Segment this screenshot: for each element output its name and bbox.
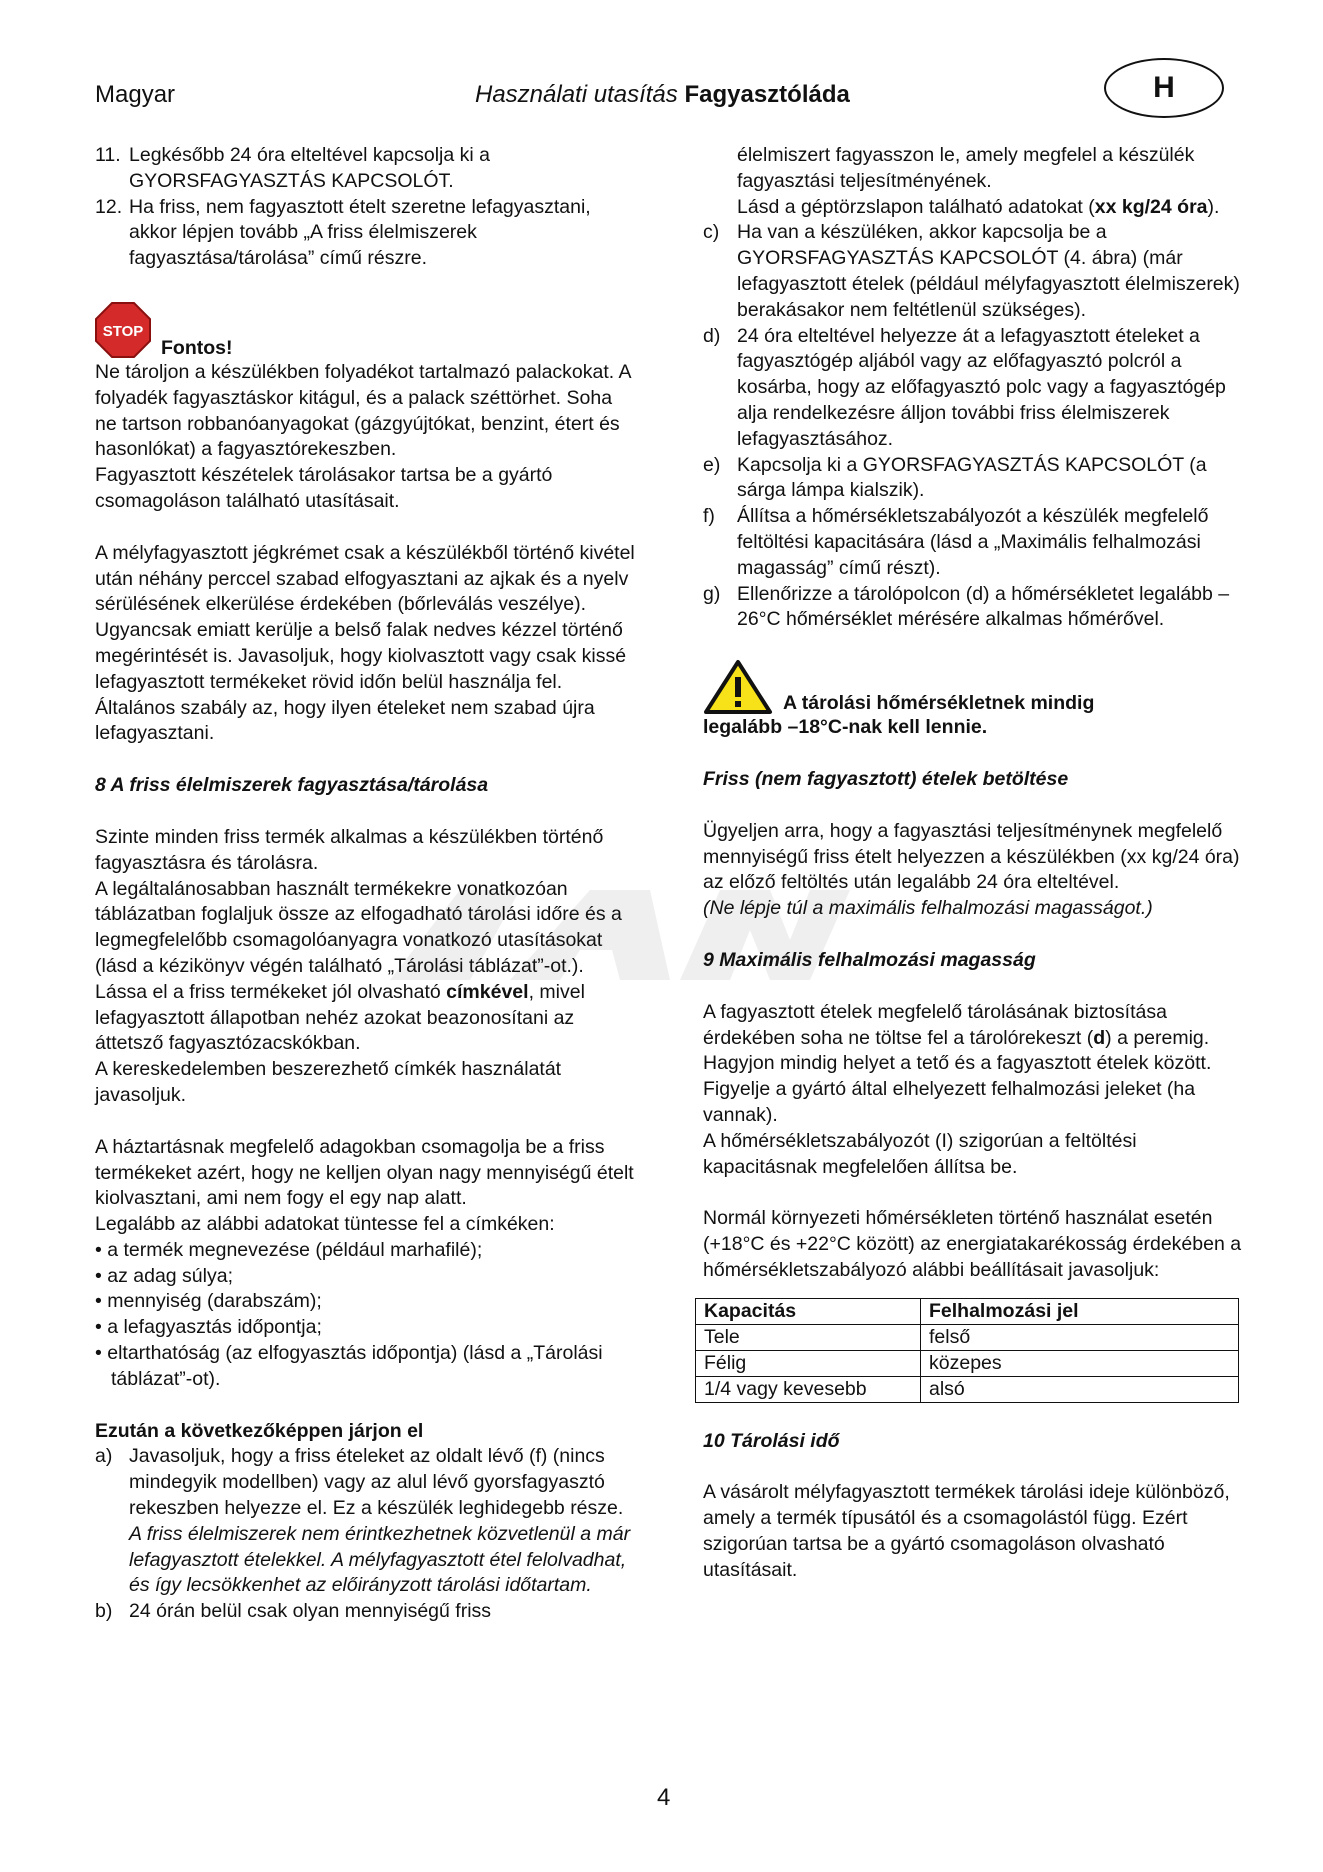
- s8-paragraph-2: A legáltalánosabban használt termékekre vonatkozóan táblázatban foglaljuk össze az elfogadható tárolási időre és a legmegfelelőbb csomagolóanyagra vonatkozó utasításokat (lásd a kézikönyv végén található „Tárolási táblázat”-ot.).: [95, 877, 622, 977]
- s8-paragraph-6: Legalább az alábbi adatokat tüntesse fel a címkéken:: [95, 1213, 555, 1236]
- important-text-2: Fagyasztott készételek tárolásakor tartsa be a gyártó csomagoláson található utasításait.: [95, 464, 553, 512]
- step-b-continued: élelmiszert fagyasszon le, amely megfelel a készülék fagyasztási teljesítményének. Lásd a géptörzslapon található adatokat (xx kg/24 óra).: [737, 144, 1220, 218]
- step-f: f) Állítsa a hőmérsékletszabályozót a készülék megfelelő feltöltési kapacitására (lásd a „Maximális felhalmozási magasság” című részt).: [703, 505, 1209, 579]
- language-badge: H: [1104, 58, 1224, 118]
- step-d: d) 24 óra elteltével helyezze át a lefagyasztott ételeket a fagyasztógép aljából vagy az előfagyasztó polcról a kosárba, hogy az előfagyasztó polc vagy a fagyasztógép alja rendelkezésre álljon további friss élelmiszerek lefagyasztásához.: [703, 324, 1226, 450]
- table-row: 1/4 vagy kevesebb alsó: [696, 1376, 1239, 1402]
- step-g: g) Ellenőrizze a tárolópolcon (d) a hőmérsékletet legalább –26°C hőmérséklet mérésére alkalmas hőmérővel.: [703, 582, 1230, 631]
- step-12: 12. Ha friss, nem fagyasztott ételt szeretne lefagyasztani, akkor lépjen tovább „A friss élelmiszerek fagyasztása/tárolása” című részre.: [95, 195, 591, 270]
- list-item: • a lefagyasztás időpontja;: [95, 1316, 322, 1339]
- section-9-heading: 9 Maximális felhalmozási magasság: [703, 948, 1036, 971]
- list-item: • az adag súlya;: [95, 1264, 233, 1287]
- section-8-heading: 8 A friss élelmiszerek fagyasztása/tárolása: [95, 774, 489, 797]
- s9-paragraph-4: Normál környezeti hőmérsékleten történő használat esetén (+18°C és +22°C között) az energiatakarékosság érdekében a hőmérsékletszabályozó alábbi beállításait javasoljuk:: [703, 1207, 1242, 1281]
- step-a: a) Javasoljuk, hogy a friss ételeket az oldalt lévő (f) (nincs mindegyik modellben) vagy az alul lévő gyorsfagyasztó rekeszben helyezze el. Ez a készülék leghidegebb része. A friss élelmiszerek nem érintkezhetnek közvetlenül a már lefagyasztott ételekkel. A mélyfagyasztott étel felolvadhat, és így lecsökkenhet az előirányzott tárolási időtartam.: [95, 1445, 631, 1597]
- table-row: Félig közepes: [696, 1350, 1239, 1376]
- svg-text:STOP: STOP: [102, 322, 144, 340]
- s8-paragraph-3: Lássa el a friss termékeket jól olvasható címkével, mivel lefagyasztott állapotban nehéz azokat beazonosítani az áttetsző fagyasztózacskókban.: [95, 980, 585, 1055]
- warning-triangle-icon: [703, 659, 773, 715]
- step-e: e) Kapcsolja ki a GYORSFAGYASZTÁS KAPCSOLÓT (a sárga lámpa kialszik).: [703, 453, 1207, 502]
- page-number: 4: [657, 1784, 671, 1811]
- left-column: [95, 143, 635, 1625]
- label-bullet-list: [95, 1238, 635, 1393]
- proceed-heading: Ezután a következőképpen járjon el: [95, 1419, 424, 1442]
- table-row: Tele felső: [696, 1324, 1239, 1350]
- list-item: • mennyiség (darabszám);: [95, 1290, 322, 1313]
- step-b: b) 24 órán belül csak olyan mennyiségű friss: [95, 1600, 492, 1623]
- s8-paragraph-5: A háztartásnak megfelelő adagokban csomagolja be a friss termékeket azért, hogy ne kelljen olyan nagy mennyiségű ételt kiolvasztani, ami nem fogy el egy nap alatt.: [95, 1135, 634, 1210]
- capacity-table: [695, 1298, 1239, 1403]
- temperature-warning: [703, 659, 1243, 715]
- important-text-1: Ne tároljon a készülékben folyadékot tartalmazó palackokat. A folyadék fagyasztáskor kitágul, és a palack széttörhet. Soha ne tartson robbanóanyagokat (gázgyújtókat, benzint, étert és hasonlókat) a fagyasztórekeszben.: [95, 360, 631, 461]
- list-item: • a termék megnevezése (például marhafilé);: [95, 1238, 483, 1261]
- right-column: [703, 143, 1243, 1584]
- s10-paragraph: A vásárolt mélyfagyasztott termékek tárolási ideje különböző, amely a termék típusától és a csomagolástól függ. Ezért szigorúan tartsa be a gyártó csomagoláson olvasható utasításait.: [703, 1481, 1230, 1581]
- step-c: c) Ha van a készüléken, akkor kapcsolja be a GYORSFAGYASZTÁS KAPCSOLÓT (4. ábra) (már lefagyasztott ételek (például mélyfagyasztott élelmiszerek) berakásakor nem feltétlenül szükséges).: [703, 221, 1240, 321]
- s9-paragraph-3: A hőmérsékletszabályozót (I) szigorúan a feltöltési kapacitásnak megfelelően állítsa be.: [703, 1129, 1137, 1178]
- warning-line-2: legalább –18°C-nak kell lennie.: [703, 716, 988, 739]
- warning-line-1: A tárolási hőmérsékletnek mindig: [783, 692, 1095, 715]
- fresh-food-note: (Ne lépje túl a maximális felhalmozási magasságot.): [703, 897, 1153, 920]
- step-11: 11. Legkésőbb 24 óra elteltével kapcsolja ki a GYORSFAGYASZTÁS KAPCSOLÓT.: [95, 144, 490, 192]
- fresh-food-heading: Friss (nem fagyasztott) ételek betöltése: [703, 767, 1069, 790]
- s8-paragraph-1: Szinte minden friss termék alkalmas a készülékben történő fagyasztásra és tárolásra.: [95, 825, 604, 874]
- s8-paragraph-4: A kereskedelemben beszerezhető címkék használatát javasoljuk.: [95, 1058, 562, 1106]
- section-10-heading: 10 Tárolási idő: [703, 1429, 840, 1452]
- s9-paragraph-2: Figyelje a gyártó által elhelyezett felhalmozási jeleket (ha vannak).: [703, 1078, 1196, 1126]
- fresh-food-paragraph: Ügyeljen arra, hogy a fagyasztási teljesítménynek megfelelő mennyiségű friss ételt helyezzen a készülékben (xx kg/24 óra) az előző feltöltés után legalább 24 óra elteltével.: [703, 819, 1240, 894]
- s9-paragraph-1: A fagyasztott ételek megfelelő tárolásának biztosítása érdekében soha ne töltse fel a tárolórekeszt (d) a peremig. Hagyjon mindig helyet a tető és a fagyasztott ételek között.: [703, 1000, 1212, 1075]
- header-language: Magyar: [95, 81, 176, 108]
- important-label: Fontos!: [161, 336, 233, 359]
- list-item: • eltarthatóság (az elfogyasztás időpontja) (lásd a „Tárolási táblázat”-ot).: [95, 1342, 603, 1390]
- stop-sign-icon: [95, 302, 151, 358]
- table-row: Kapacitás Felhalmozási jel: [696, 1298, 1239, 1324]
- icecream-paragraph: A mélyfagyasztott jégkrémet csak a készülékből történő kivétel után néhány perccel szabad elfogyasztani az ajkak és a nyelv sérülésének elkerülése érdekében (bőrleválás veszélye). Ugyancsak emiatt kerülje a belső falak nedves kézzel történő megérintését is. Javasoljuk, hogy kiolvasztott vagy csak kissé lefagyasztott termékeket rövid időn belül használja fel. Általános szabály az, hogy ilyen ételeket nem szabad újra lefagyasztani.: [95, 541, 635, 745]
- important-notice: [95, 302, 635, 360]
- header-title: Használati utasítás Fagyasztóláda: [475, 81, 850, 108]
